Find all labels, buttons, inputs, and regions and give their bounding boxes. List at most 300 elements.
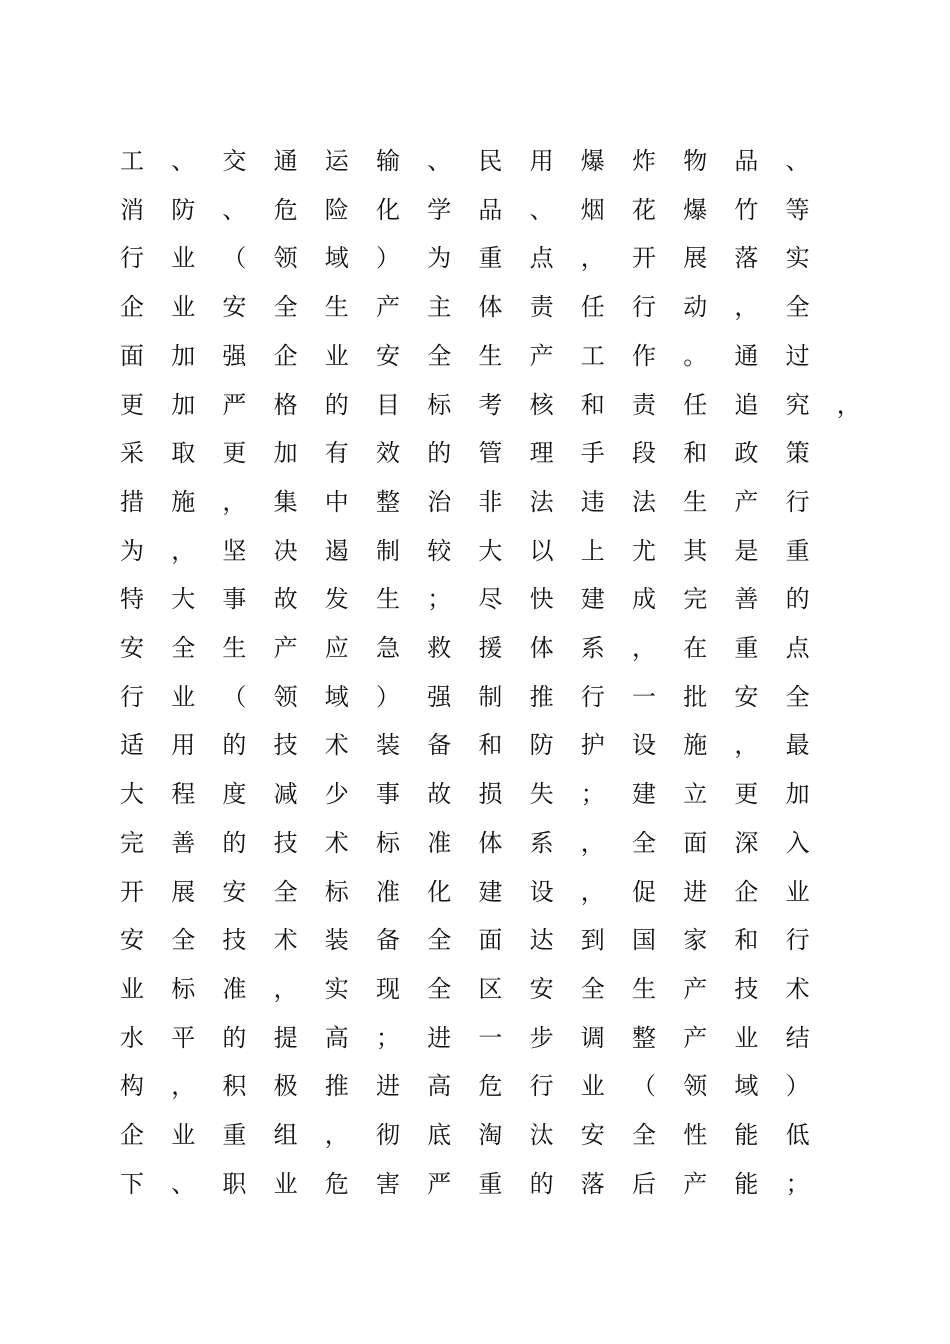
text-char: 大	[171, 585, 196, 614]
text-char: 立	[683, 780, 708, 809]
text-char: 、	[171, 147, 196, 175]
text-char: ，	[734, 293, 759, 322]
text-char: 运	[324, 147, 349, 175]
text-line	[0, 584, 950, 633]
text-char: 完	[683, 585, 708, 614]
text-char: 行	[120, 682, 144, 711]
text-char: 重	[785, 536, 810, 565]
text-char: 通	[734, 341, 759, 370]
text-line	[0, 195, 950, 244]
text-char: 组	[273, 1121, 298, 1149]
text-char: ，	[734, 731, 759, 760]
text-char: 工	[580, 341, 605, 370]
text-char: ；	[376, 1023, 400, 1052]
text-char: 的	[427, 439, 452, 468]
text-char: 深	[734, 828, 759, 857]
text-char: 加	[171, 390, 196, 419]
text-char: 行	[529, 1072, 554, 1101]
text-line	[0, 1120, 950, 1169]
text-char: 、	[427, 147, 452, 175]
text-char: 术	[324, 731, 349, 760]
text-char: 严	[427, 1169, 452, 1198]
text-char: 提	[273, 1023, 298, 1052]
text-char: 法	[529, 487, 554, 516]
text-char: 落	[734, 244, 759, 273]
text-char: 重	[478, 244, 503, 273]
text-char: 、	[785, 147, 810, 175]
text-char: 一	[478, 1023, 503, 1052]
text-char: 施	[171, 487, 196, 516]
text-char: 全	[785, 682, 810, 711]
text-char: 域	[324, 682, 349, 711]
text-char: 法	[632, 487, 656, 516]
text-char: 重	[222, 1121, 247, 1149]
text-char: 体	[478, 293, 503, 322]
text-char: 产	[273, 634, 298, 662]
text-char: 性	[683, 1121, 708, 1149]
text-char: ）	[376, 244, 400, 273]
text-char: 技	[273, 828, 298, 857]
text-line	[0, 1023, 950, 1072]
text-char: 技	[273, 731, 298, 760]
text-char: 区	[478, 974, 503, 1003]
text-char: 成	[632, 585, 656, 614]
text-char: 、	[529, 195, 554, 224]
text-char: 取	[171, 439, 196, 468]
text-char: 作	[632, 341, 656, 370]
text-char: 加	[171, 341, 196, 370]
text-char: 工	[120, 147, 144, 175]
text-char: 少	[324, 780, 349, 809]
text-char: ；	[785, 1169, 810, 1198]
text-char: 核	[529, 390, 554, 419]
text-char: 交	[222, 147, 247, 175]
text-char: 加	[785, 780, 810, 809]
text-char: 标	[376, 828, 400, 857]
text-char: 手	[580, 439, 605, 468]
text-char: 企	[734, 877, 759, 906]
text-char: 全	[273, 877, 298, 906]
text-char: 企	[120, 293, 144, 322]
text-char: 动	[683, 293, 708, 322]
text-line	[0, 828, 950, 877]
text-char: 加	[273, 439, 298, 468]
text-char: 行	[120, 244, 144, 273]
text-char: 中	[324, 487, 349, 516]
text-char: 安	[222, 293, 247, 322]
text-char: 产	[683, 1023, 708, 1052]
text-char: 全	[427, 926, 452, 955]
text-char: 标	[427, 390, 452, 419]
text-char: 准	[376, 877, 400, 906]
text-char: 术	[324, 828, 349, 857]
text-char: 、	[171, 1169, 196, 1198]
text-char: 策	[785, 439, 810, 468]
text-char: 格	[273, 390, 298, 419]
text-char: 业	[580, 1072, 605, 1101]
text-line	[0, 243, 950, 292]
text-char: 准	[222, 974, 247, 1003]
text-char: 、	[222, 195, 247, 224]
text-char: 竹	[734, 195, 759, 224]
text-char: 防	[529, 731, 554, 760]
text-char: 建	[632, 780, 656, 809]
text-char: 消	[120, 195, 144, 224]
text-char: 行	[632, 293, 656, 322]
text-char: 程	[171, 780, 196, 809]
text-char: 花	[632, 195, 656, 224]
text-char: 极	[273, 1072, 298, 1101]
text-char: 汰	[529, 1121, 554, 1149]
text-char: 业	[120, 974, 144, 1003]
text-char: 水	[120, 1023, 144, 1052]
text-char: 和	[478, 731, 503, 760]
text-char: 究	[785, 390, 810, 419]
text-char: 后	[632, 1169, 656, 1198]
text-char: 落	[580, 1169, 605, 1198]
text-char: 建	[580, 585, 605, 614]
text-char: 更	[222, 439, 247, 468]
text-char: 业	[171, 244, 196, 273]
text-char: 进	[427, 1023, 452, 1052]
text-char: 能	[734, 1121, 759, 1149]
text-char: 制	[478, 682, 503, 711]
text-char: 系	[580, 634, 605, 662]
text-char: 设	[529, 877, 554, 906]
text-char: 结	[785, 1023, 810, 1052]
text-char: 有	[324, 439, 349, 468]
text-char: 通	[273, 147, 298, 175]
text-char: 安	[222, 877, 247, 906]
text-char: 促	[632, 877, 656, 906]
text-char: 重	[734, 634, 759, 662]
text-char: 推	[529, 682, 554, 711]
text-char: 生	[376, 585, 400, 614]
text-char: 行	[785, 926, 810, 955]
text-char: 设	[632, 731, 656, 760]
text-char: 下	[120, 1169, 144, 1198]
text-char: 底	[427, 1121, 452, 1149]
text-char: 生	[632, 974, 656, 1003]
text-char: 护	[580, 731, 605, 760]
text-char: 学	[427, 195, 452, 224]
text-char: 整	[376, 487, 400, 516]
text-char: 危	[478, 1072, 503, 1101]
text-line	[0, 925, 950, 974]
text-char: 标	[171, 974, 196, 1003]
text-char: 民	[478, 147, 503, 175]
text-char: 职	[222, 1169, 247, 1198]
text-char: ，	[324, 1121, 349, 1149]
text-char: 发	[324, 585, 349, 614]
text-char: 品	[734, 147, 759, 175]
text-char: 故	[427, 780, 452, 809]
text-char: 全	[273, 293, 298, 322]
text-char: 采	[120, 439, 144, 468]
text-char: 技	[222, 926, 247, 955]
text-char: 责	[529, 293, 554, 322]
text-char: 援	[478, 634, 503, 662]
text-char: 为	[120, 536, 144, 565]
text-char: 度	[222, 780, 247, 809]
text-char: 行	[785, 487, 810, 516]
text-char: 备	[376, 926, 400, 955]
text-char: 化	[376, 195, 400, 224]
text-char: ，	[836, 390, 861, 419]
text-char: 等	[785, 195, 810, 224]
text-char: 全	[427, 341, 452, 370]
text-char: 快	[529, 585, 554, 614]
text-char: 责	[632, 390, 656, 419]
text-char: 术	[785, 974, 810, 1003]
text-char: 危	[273, 195, 298, 224]
text-char: 物	[683, 147, 708, 175]
text-char: 的	[785, 585, 810, 614]
text-char: 点	[529, 244, 554, 273]
text-char: 装	[376, 731, 400, 760]
text-char: 面	[120, 341, 144, 370]
text-char: 安	[376, 341, 400, 370]
text-char: 到	[580, 926, 605, 955]
text-char: 适	[120, 731, 144, 760]
text-line	[0, 877, 950, 926]
text-char: 失	[529, 780, 554, 809]
text-char: 进	[376, 1072, 400, 1101]
text-char: 低	[785, 1121, 810, 1149]
text-char: 展	[683, 244, 708, 273]
text-char: 技	[734, 974, 759, 1003]
text-char: 领	[273, 682, 298, 711]
text-char: 炸	[632, 147, 656, 175]
text-char: 理	[529, 439, 554, 468]
text-char: 强	[222, 341, 247, 370]
text-char: 业	[785, 877, 810, 906]
text-char: 业	[734, 1023, 759, 1052]
text-char: ，	[171, 536, 196, 565]
text-char: ；	[580, 780, 605, 809]
text-char: 害	[376, 1169, 400, 1198]
text-char: 步	[529, 1023, 554, 1052]
text-char: ）	[785, 1072, 810, 1101]
text-char: 完	[120, 828, 144, 857]
text-char: ，	[580, 877, 605, 906]
text-char: 违	[580, 487, 605, 516]
text-char: 全	[632, 828, 656, 857]
text-char: 用	[171, 731, 196, 760]
text-char: 施	[683, 731, 708, 760]
text-char: 现	[376, 974, 400, 1003]
text-char: 大	[478, 536, 503, 565]
text-char: 企	[273, 341, 298, 370]
text-char: 达	[529, 926, 554, 955]
text-line	[0, 536, 950, 585]
text-char: 段	[632, 439, 656, 468]
text-char: 爆	[580, 147, 605, 175]
text-char: 调	[580, 1023, 605, 1052]
text-char: （	[222, 244, 247, 273]
text-char: 生	[478, 341, 503, 370]
text-char: 面	[683, 828, 708, 857]
text-char: 系	[529, 828, 554, 857]
text-line	[0, 1169, 950, 1218]
text-line	[0, 1071, 950, 1120]
text-char: 安	[580, 1121, 605, 1149]
text-line	[0, 633, 950, 682]
text-char: 上	[580, 536, 605, 565]
text-char: 减	[273, 780, 298, 809]
text-char: 追	[734, 390, 759, 419]
text-char: 行	[580, 682, 605, 711]
text-char: 更	[120, 390, 144, 419]
text-char: 积	[222, 1072, 247, 1101]
text-char: 备	[427, 731, 452, 760]
text-char: 用	[529, 147, 554, 175]
text-char: 建	[478, 877, 503, 906]
text-char: 防	[171, 195, 196, 224]
text-char: 化	[427, 877, 452, 906]
text-char: 标	[324, 877, 349, 906]
text-char: 强	[427, 682, 452, 711]
text-char: ；	[427, 585, 452, 614]
text-char: 过	[785, 341, 810, 370]
text-char: 和	[734, 926, 759, 955]
text-char: 尽	[478, 585, 503, 614]
text-char: 目	[376, 390, 400, 419]
text-char: 产	[683, 1169, 708, 1198]
text-char: 和	[683, 439, 708, 468]
text-char: 治	[427, 487, 452, 516]
text-char: 重	[478, 1169, 503, 1198]
text-char: 在	[683, 634, 708, 662]
text-char: 坚	[222, 536, 247, 565]
text-char: 的	[222, 828, 247, 857]
text-char: 生	[324, 293, 349, 322]
text-char: 故	[273, 585, 298, 614]
text-char: 产	[734, 487, 759, 516]
text-char: 推	[324, 1072, 349, 1101]
text-char: 安	[120, 634, 144, 662]
text-char: （	[222, 682, 247, 711]
text-char: 装	[324, 926, 349, 955]
text-char: 全	[785, 293, 810, 322]
text-char: 为	[427, 244, 452, 273]
text-char: 爆	[683, 195, 708, 224]
text-char: 的	[222, 731, 247, 760]
text-char: 淘	[478, 1121, 503, 1149]
text-char: 决	[273, 536, 298, 565]
text-char: 业	[171, 682, 196, 711]
text-char: 企	[120, 1121, 144, 1149]
text-char: ，	[222, 487, 247, 516]
text-line	[0, 438, 950, 487]
text-char: 非	[478, 487, 503, 516]
text-char: ，	[580, 828, 605, 857]
text-char: 事	[222, 585, 247, 614]
text-char: 较	[427, 536, 452, 565]
text-line	[0, 341, 950, 390]
text-char: 业	[171, 1121, 196, 1149]
text-char: 业	[171, 293, 196, 322]
text-char: 其	[683, 536, 708, 565]
text-char: 安	[734, 682, 759, 711]
text-char: 措	[120, 487, 144, 516]
text-char: 彻	[376, 1121, 400, 1149]
text-char: 的	[324, 390, 349, 419]
text-char: 产	[529, 341, 554, 370]
text-char: 构	[120, 1072, 144, 1101]
text-char: 全	[580, 974, 605, 1003]
text-char: 善	[171, 828, 196, 857]
text-char: 能	[734, 1169, 759, 1198]
text-char: 制	[376, 536, 400, 565]
text-char: 开	[632, 244, 656, 273]
text-char: 政	[734, 439, 759, 468]
text-char: 术	[273, 926, 298, 955]
text-char: 展	[171, 877, 196, 906]
text-char: 实	[324, 974, 349, 1003]
text-char: 的	[529, 1169, 554, 1198]
text-char: 全	[427, 974, 452, 1003]
text-char: 是	[734, 536, 759, 565]
text-line	[0, 487, 950, 536]
text-char: 考	[478, 390, 503, 419]
text-char: 领	[273, 244, 298, 273]
text-char: 入	[785, 828, 810, 857]
text-char: 的	[222, 1023, 247, 1052]
text-line	[0, 292, 950, 341]
text-char: 家	[683, 926, 708, 955]
text-line	[0, 390, 950, 439]
text-char: 尤	[632, 536, 656, 565]
text-char: 品	[478, 195, 503, 224]
text-char: 业	[273, 1169, 298, 1198]
text-char: 体	[478, 828, 503, 857]
text-char: 准	[427, 828, 452, 857]
text-char: 产	[376, 293, 400, 322]
text-char: 整	[632, 1023, 656, 1052]
text-char: ，	[580, 244, 605, 273]
text-char: 高	[427, 1072, 452, 1101]
text-char: 最	[785, 731, 810, 760]
text-char: ，	[171, 1072, 196, 1101]
text-char: 效	[376, 439, 400, 468]
text-char: 救	[427, 634, 452, 662]
text-char: ，	[632, 634, 656, 662]
text-char: 产	[683, 974, 708, 1003]
text-char: 更	[734, 780, 759, 809]
text-char: 全	[171, 926, 196, 955]
text-char: 安	[120, 926, 144, 955]
text-char: 领	[683, 1072, 708, 1101]
text-char: 管	[478, 439, 503, 468]
text-char: 主	[427, 293, 452, 322]
text-char: 烟	[580, 195, 605, 224]
text-char: 输	[376, 147, 400, 175]
text-char: 进	[683, 877, 708, 906]
text-char: 体	[529, 634, 554, 662]
text-char: 全	[171, 634, 196, 662]
text-char: 高	[324, 1023, 349, 1052]
text-char: 集	[273, 487, 298, 516]
text-char: 严	[222, 390, 247, 419]
text-char: 任	[683, 390, 708, 419]
text-char: 批	[683, 682, 708, 711]
text-line	[0, 730, 950, 779]
text-char: 善	[734, 585, 759, 614]
text-char: 急	[376, 634, 400, 662]
text-char: 危	[324, 1169, 349, 1198]
text-char: 特	[120, 585, 144, 614]
